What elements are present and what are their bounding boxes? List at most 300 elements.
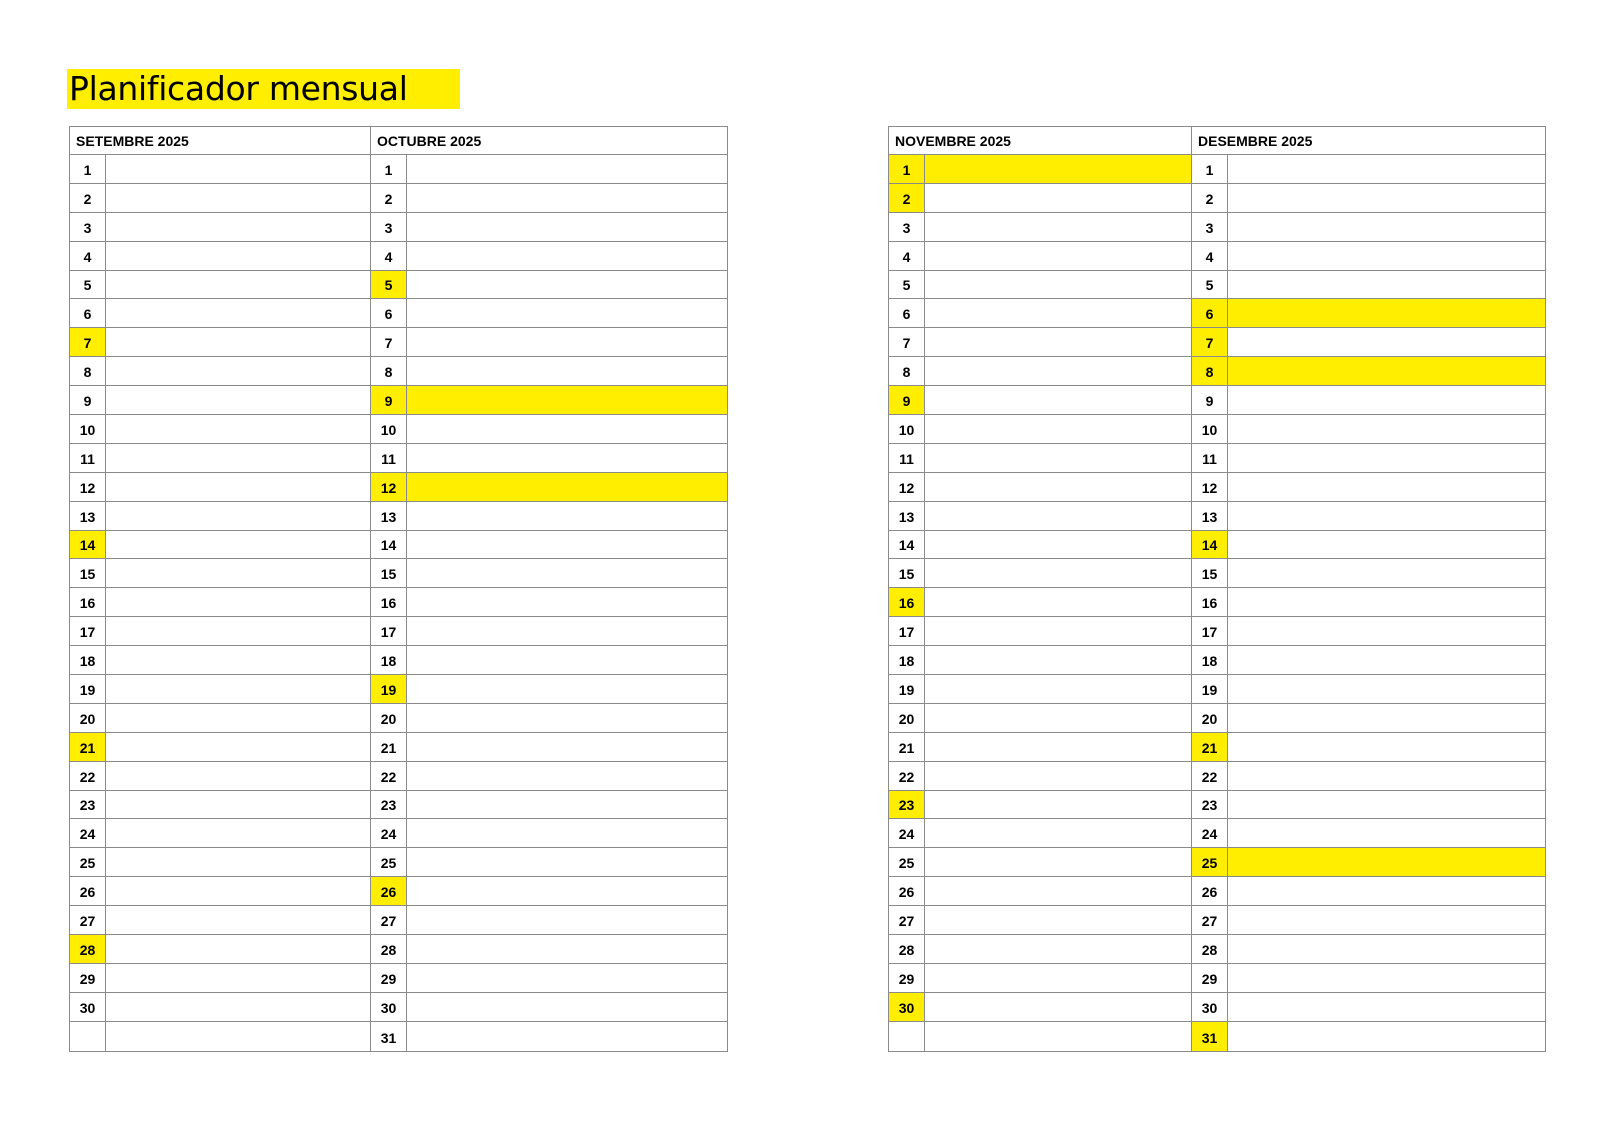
day-row[interactable] [889,704,1191,733]
day-row[interactable] [889,791,1191,820]
day-notes-field[interactable] [106,675,370,703]
day-number: 3 [1192,213,1228,241]
day-notes-field[interactable] [1228,646,1545,674]
day-row[interactable] [371,531,727,560]
day-row[interactable] [889,444,1191,473]
day-row[interactable] [889,213,1191,242]
day-row[interactable] [1192,617,1545,646]
day-row[interactable] [371,271,727,300]
day-notes-field[interactable] [106,1022,370,1051]
day-notes-field[interactable] [925,559,1191,587]
day-notes-field[interactable] [1228,733,1545,761]
day-notes-field[interactable] [407,906,727,934]
day-row[interactable] [70,559,370,588]
day-row[interactable] [1192,877,1545,906]
day-number: 1 [371,155,407,183]
day-notes-field[interactable] [407,242,727,270]
day-row[interactable] [70,271,370,300]
day-row[interactable] [889,473,1191,502]
day-notes-field[interactable] [106,242,370,270]
day-number: 20 [1192,704,1228,732]
day-notes-field[interactable] [106,877,370,905]
day-row[interactable] [371,733,727,762]
day-row[interactable] [889,848,1191,877]
day-row[interactable] [371,964,727,993]
day-number: 25 [889,848,925,876]
day-row[interactable] [889,502,1191,531]
day-row[interactable] [371,906,727,935]
day-row[interactable] [371,617,727,646]
day-notes-field[interactable] [407,415,727,443]
day-row[interactable] [1192,444,1545,473]
day-row[interactable] [1192,328,1545,357]
day-row[interactable] [1192,935,1545,964]
day-notes-field[interactable] [407,1022,727,1051]
day-notes-field[interactable] [106,559,370,587]
day-notes-field[interactable] [106,271,370,299]
day-notes-field[interactable] [407,935,727,963]
day-row[interactable] [1192,993,1545,1022]
day-row[interactable] [70,675,370,704]
day-number: 5 [889,271,925,299]
day-notes-field[interactable] [407,848,727,876]
day-notes-field[interactable] [407,993,727,1021]
day-notes-field[interactable] [106,733,370,761]
day-notes-field[interactable] [106,906,370,934]
day-number: 24 [371,819,407,847]
day-row[interactable] [1192,213,1545,242]
day-row[interactable] [70,819,370,848]
day-row[interactable] [70,704,370,733]
day-row[interactable] [70,386,370,415]
day-row[interactable] [371,762,727,791]
day-number: 19 [371,675,407,703]
day-number: 8 [371,357,407,385]
day-row[interactable] [1192,733,1545,762]
day-row[interactable] [70,213,370,242]
day-notes-field[interactable] [1228,415,1545,443]
day-notes-field[interactable] [106,964,370,992]
day-row[interactable] [371,588,727,617]
day-row[interactable] [371,328,727,357]
day-notes-field[interactable] [106,357,370,385]
day-row[interactable] [371,473,727,502]
day-notes-field[interactable] [407,531,727,559]
day-notes-field[interactable] [106,531,370,559]
day-number: 1 [889,155,925,183]
day-row[interactable] [371,502,727,531]
day-row[interactable] [371,386,727,415]
day-row[interactable] [889,155,1191,184]
day-row[interactable] [889,588,1191,617]
day-number: 7 [1192,328,1228,356]
day-notes-field[interactable] [925,242,1191,270]
day-notes-field[interactable] [407,559,727,587]
day-notes-field[interactable] [925,617,1191,645]
day-notes-field[interactable] [1228,357,1545,385]
day-row[interactable] [1192,531,1545,560]
day-row[interactable] [371,704,727,733]
day-notes-field[interactable] [1228,791,1545,819]
day-row[interactable] [1192,415,1545,444]
day-notes-field[interactable] [1228,848,1545,876]
day-row[interactable] [1192,588,1545,617]
day-number: 25 [70,848,106,876]
day-row[interactable] [1192,848,1545,877]
day-notes-field[interactable] [1228,531,1545,559]
day-number: 2 [70,184,106,212]
day-notes-field[interactable] [106,993,370,1021]
day-number: 14 [70,531,106,559]
day-row[interactable] [889,559,1191,588]
page-title: Planificador mensual [67,69,460,109]
day-notes-field[interactable] [1228,906,1545,934]
day-notes-field[interactable] [407,444,727,472]
day-notes-field[interactable] [925,646,1191,674]
day-row[interactable] [1192,646,1545,675]
day-notes-field[interactable] [1228,704,1545,732]
day-number: 22 [70,762,106,790]
day-notes-field[interactable] [1228,444,1545,472]
day-notes-field[interactable] [925,848,1191,876]
day-row[interactable] [889,906,1191,935]
day-number: 24 [70,819,106,847]
day-number: 21 [70,733,106,761]
day-notes-field[interactable] [925,964,1191,992]
day-number: 3 [70,213,106,241]
day-notes-field[interactable] [1228,299,1545,327]
day-notes-field[interactable] [1228,559,1545,587]
day-notes-field[interactable] [1228,877,1545,905]
day-number: 27 [1192,906,1228,934]
day-row[interactable] [1192,502,1545,531]
day-row[interactable] [70,299,370,328]
day-number: 4 [1192,242,1228,270]
day-notes-field[interactable] [407,704,727,732]
day-notes-field[interactable] [106,646,370,674]
day-row[interactable] [371,559,727,588]
day-row[interactable] [371,819,727,848]
day-row[interactable] [889,877,1191,906]
day-notes-field[interactable] [407,155,727,183]
day-notes-field[interactable] [407,617,727,645]
day-notes-field[interactable] [1228,617,1545,645]
day-notes-field[interactable] [1228,964,1545,992]
day-row[interactable] [889,993,1191,1022]
day-number: 16 [70,588,106,616]
day-notes-field[interactable] [106,935,370,963]
day-notes-field[interactable] [407,588,727,616]
day-row[interactable] [70,242,370,271]
day-row[interactable] [889,531,1191,560]
day-row[interactable] [70,762,370,791]
day-row[interactable] [1192,155,1545,184]
day-notes-field[interactable] [407,877,727,905]
day-row[interactable] [70,415,370,444]
day-row[interactable] [889,386,1191,415]
day-row[interactable] [371,415,727,444]
day-number: 11 [1192,444,1228,472]
day-row[interactable] [1192,386,1545,415]
day-row[interactable] [1192,184,1545,213]
day-notes-field[interactable] [925,993,1191,1021]
day-notes-field[interactable] [1228,588,1545,616]
day-notes-field[interactable] [925,415,1191,443]
day-row[interactable] [1192,704,1545,733]
day-notes-field[interactable] [407,675,727,703]
day-row[interactable] [70,791,370,820]
day-notes-field[interactable] [925,184,1191,212]
day-row[interactable] [371,184,727,213]
day-notes-field[interactable] [106,328,370,356]
day-notes-field[interactable] [106,184,370,212]
day-notes-field[interactable] [106,155,370,183]
day-notes-field[interactable] [106,617,370,645]
day-notes-field[interactable] [106,819,370,847]
day-number: 20 [889,704,925,732]
day-notes-field[interactable] [925,935,1191,963]
day-notes-field[interactable] [407,646,727,674]
day-notes-field[interactable] [1228,762,1545,790]
day-number: 30 [889,993,925,1021]
day-row[interactable] [1192,473,1545,502]
day-row[interactable] [70,357,370,386]
day-notes-field[interactable] [925,502,1191,530]
day-notes-field[interactable] [925,531,1191,559]
day-row[interactable] [371,357,727,386]
day-row[interactable] [889,733,1191,762]
day-row[interactable] [70,444,370,473]
day-notes-field[interactable] [407,386,727,414]
day-number: 5 [371,271,407,299]
day-notes-field[interactable] [925,906,1191,934]
day-number: 10 [70,415,106,443]
day-row[interactable] [889,675,1191,704]
day-number: 5 [70,271,106,299]
day-row[interactable] [371,213,727,242]
day-notes-field[interactable] [1228,213,1545,241]
day-row[interactable] [371,1022,727,1051]
day-row[interactable] [889,819,1191,848]
day-notes-field[interactable] [1228,819,1545,847]
day-row[interactable] [70,993,370,1022]
day-row[interactable] [1192,675,1545,704]
day-notes-field[interactable] [106,299,370,327]
day-row[interactable] [371,299,727,328]
day-row[interactable] [70,646,370,675]
day-row[interactable] [889,328,1191,357]
day-row[interactable] [70,184,370,213]
day-notes-field[interactable] [407,271,727,299]
day-row[interactable] [70,617,370,646]
day-row[interactable] [70,877,370,906]
day-notes-field[interactable] [925,877,1191,905]
day-notes-field[interactable] [925,386,1191,414]
day-notes-field[interactable] [925,704,1191,732]
day-row[interactable] [70,733,370,762]
day-row[interactable] [371,935,727,964]
day-row[interactable] [70,964,370,993]
day-notes-field[interactable] [106,473,370,501]
day-notes-field[interactable] [925,819,1191,847]
day-notes-field[interactable] [407,502,727,530]
day-row[interactable] [1192,762,1545,791]
day-notes-field[interactable] [106,444,370,472]
day-row[interactable] [1192,299,1545,328]
day-row[interactable] [1192,819,1545,848]
day-notes-field[interactable] [1228,271,1545,299]
day-number: 16 [889,588,925,616]
day-notes-field[interactable] [925,791,1191,819]
day-row[interactable] [371,791,727,820]
day-number: 30 [1192,993,1228,1021]
day-row[interactable] [371,646,727,675]
day-row[interactable] [1192,1022,1545,1051]
day-notes-field[interactable] [407,328,727,356]
day-notes-field[interactable] [925,473,1191,501]
day-number: 23 [889,791,925,819]
day-row[interactable] [889,242,1191,271]
day-row[interactable] [70,155,370,184]
day-notes-field[interactable] [106,386,370,414]
day-notes-field[interactable] [1228,675,1545,703]
day-row[interactable] [889,357,1191,386]
day-notes-field[interactable] [1228,473,1545,501]
day-row[interactable] [889,415,1191,444]
day-notes-field[interactable] [925,271,1191,299]
day-number: 11 [70,444,106,472]
day-notes-field[interactable] [407,762,727,790]
day-number: 18 [1192,646,1228,674]
day-notes-field[interactable] [1228,935,1545,963]
day-number: 16 [371,588,407,616]
day-row[interactable] [371,155,727,184]
day-row[interactable] [889,184,1191,213]
day-number: 9 [371,386,407,414]
day-number: 30 [371,993,407,1021]
day-notes-field[interactable] [925,357,1191,385]
day-row[interactable] [889,617,1191,646]
day-notes-field[interactable] [1228,328,1545,356]
day-row[interactable] [1192,271,1545,300]
day-row[interactable] [1192,357,1545,386]
day-notes-field[interactable] [407,357,727,385]
day-notes-field[interactable] [1228,155,1545,183]
day-notes-field[interactable] [1228,184,1545,212]
day-row[interactable] [889,935,1191,964]
day-notes-field[interactable] [925,155,1191,183]
day-notes-field[interactable] [1228,502,1545,530]
day-row[interactable] [889,299,1191,328]
day-row[interactable] [70,502,370,531]
day-notes-field[interactable] [925,328,1191,356]
day-notes-field[interactable] [925,1022,1191,1051]
day-notes-field[interactable] [925,588,1191,616]
day-row[interactable] [70,848,370,877]
day-number: 7 [371,328,407,356]
day-row[interactable] [371,877,727,906]
day-notes-field[interactable] [1228,242,1545,270]
day-row[interactable] [889,271,1191,300]
day-number: 4 [889,242,925,270]
day-row[interactable] [70,588,370,617]
day-notes-field[interactable] [407,819,727,847]
day-number: 28 [70,935,106,963]
month-header: DESEMBRE 2025 [1192,127,1545,155]
day-number: 1 [70,155,106,183]
day-number: 24 [1192,819,1228,847]
day-row[interactable] [70,473,370,502]
day-notes-field[interactable] [925,444,1191,472]
day-notes-field[interactable] [106,791,370,819]
day-row[interactable] [70,935,370,964]
day-row[interactable] [371,675,727,704]
day-row[interactable] [70,328,370,357]
day-notes-field[interactable] [925,213,1191,241]
month-column-novembre [889,127,1192,1051]
day-notes-field[interactable] [106,704,370,732]
day-row[interactable] [889,646,1191,675]
day-number: 3 [889,213,925,241]
day-notes-field[interactable] [407,184,727,212]
empty-row[interactable] [70,1022,370,1051]
day-number: 2 [371,184,407,212]
month-header: OCTUBRE 2025 [371,127,727,155]
day-row[interactable] [371,444,727,473]
day-notes-field[interactable] [925,762,1191,790]
day-notes-field[interactable] [925,299,1191,327]
day-notes-field[interactable] [407,733,727,761]
day-notes-field[interactable] [106,502,370,530]
day-number: 18 [371,646,407,674]
day-row[interactable] [1192,964,1545,993]
day-row[interactable] [371,242,727,271]
day-notes-field[interactable] [106,762,370,790]
day-row[interactable] [371,848,727,877]
day-number: 7 [70,328,106,356]
day-notes-field[interactable] [1228,386,1545,414]
day-row[interactable] [1192,791,1545,820]
day-row[interactable] [889,762,1191,791]
day-number: 15 [70,559,106,587]
empty-row[interactable] [889,1022,1191,1051]
day-notes-field[interactable] [106,415,370,443]
day-notes-field[interactable] [106,848,370,876]
month-header: NOVEMBRE 2025 [889,127,1191,155]
day-notes-field[interactable] [106,588,370,616]
day-row[interactable] [889,964,1191,993]
day-notes-field[interactable] [106,213,370,241]
day-notes-field[interactable] [925,733,1191,761]
day-notes-field[interactable] [407,299,727,327]
day-row[interactable] [1192,559,1545,588]
day-notes-field[interactable] [1228,1022,1545,1051]
day-notes-field[interactable] [407,791,727,819]
day-row[interactable] [1192,906,1545,935]
day-notes-field[interactable] [1228,993,1545,1021]
day-row[interactable] [70,906,370,935]
day-number: 17 [1192,617,1228,645]
day-notes-field[interactable] [925,675,1191,703]
day-notes-field[interactable] [407,473,727,501]
day-number: 2 [1192,184,1228,212]
day-notes-field[interactable] [407,213,727,241]
day-row[interactable] [371,993,727,1022]
day-notes-field[interactable] [407,964,727,992]
day-row[interactable] [1192,242,1545,271]
day-row[interactable] [70,531,370,560]
day-number: 22 [1192,762,1228,790]
